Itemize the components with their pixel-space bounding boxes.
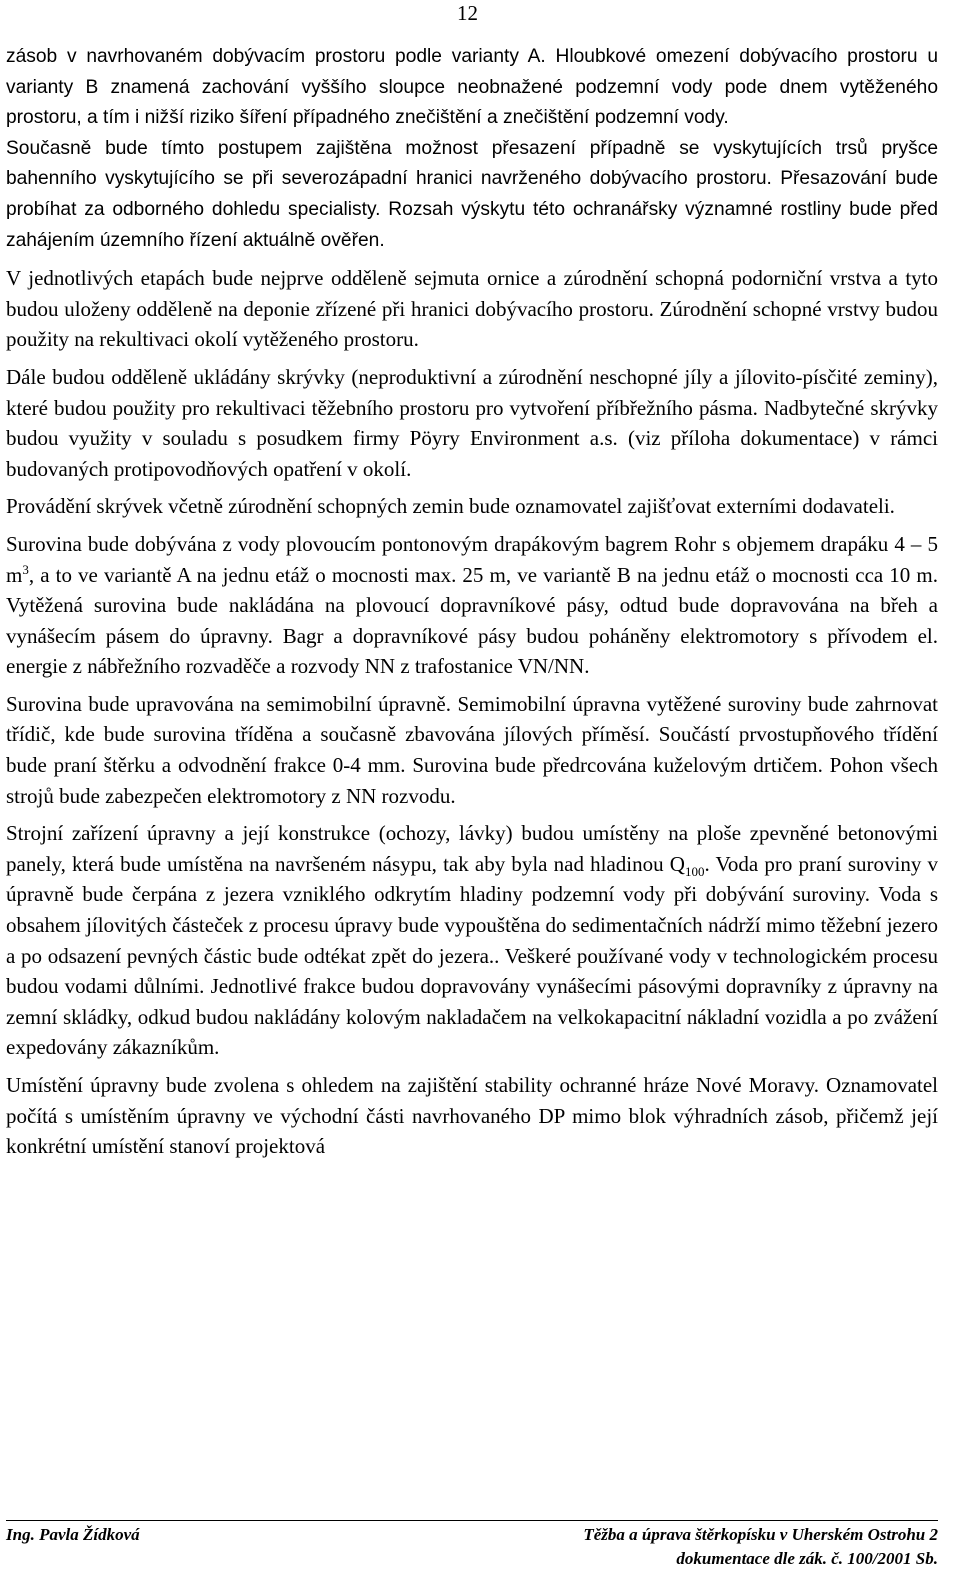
paragraph-6-part-b: , a to ve variantě A na jednu etáž o mocnosti max. 25 m, ve variantě B na jednu etáž o mocnosti cca 10 m. Vytěžená surovina bude nakládána na plovoucí dopravníkové pásy, odtud bude dopravována na břeh a vynášecím pásem do úpravny. Bagr a dopravníkové pásy budou poháněny elektromotory s přívodem el. energie z nábřežního rozvaděče a rozvody NN z trafostanice VN/NN. <box>6 562 938 679</box>
paragraph-6-part-a: Surovina bude dobývána z vody plovoucím pontonovým drapákovým bagrem Rohr s objemem drapáku 4 – 5 m <box>6 531 938 587</box>
paragraph-5: Provádění skrývek včetně zúrodnění schopných zemin bude oznamovatel zajišťovat externími dodavateli. <box>6 494 895 519</box>
footer-document-title <box>583 1523 938 1571</box>
paragraph-6 <box>6 529 938 682</box>
footer-author: Ing. Pavla Žídková <box>6 1525 140 1544</box>
cubic-superscript: 3 <box>22 561 29 577</box>
page-number: 12 <box>457 1 478 25</box>
paragraph-7: Surovina bude upravována na semimobilní úpravně. Semimobilní úpravna vytěžené suroviny bude zahrnovat třídič, kde bude surovina tříděna a současně zbavována jílových příměsí. Součástí prvostupňového třídění bude praní štěrku a odvodnění frakce 0-4 mm. Surovina bude předrcována kuželovým drtičem. Pohon všech strojů bude zabezpečen elektromotory z NN rozvodu. <box>6 691 938 808</box>
paragraph-8-part-b: . Voda pro praní suroviny v úpravně bude čerpána z jezera vzniklého odkrytím hladiny podzemní vody při dobývání suroviny. Voda s obsahem jílovitých částeček z procesu úpravy bude vypouštěna do sedimentačních nádrží mimo těžební jezero a po odsazení pevných částic bude odtékat zpět do jezera.. Veškeré používané vody v technologickém procesu budou vodami důlními. Jednotlivé frakce budou dopravovány vynášecími pásovými dopravníky z úpravny na zemní skládky, odkud budou nakládány kolovým nakladačem na velkokapacitní nákladní vozidla a po zvážení expedovány zákazníkům. <box>6 851 938 1060</box>
paragraph-9: Umístění úpravny bude zvolena s ohledem na zajištění stability ochranné hráze Nové Moravy. Oznamovatel počítá s umístěním úpravny ve východní části navrhovaného DP mimo blok výhradních zásob, přičemž její konkrétní umístění stanoví projektová <box>6 1073 938 1159</box>
footer-title-line-2: dokumentace dle zák. č. 100/2001 Sb. <box>676 1549 938 1568</box>
paragraph-4: Dále budou odděleně ukládány skrývky (neproduktivní a zúrodnění neschopné jíly a jílovito-písčité zeminy), které budou použity pro rekultivaci těžebního prostoru pro vytvoření příbřežního pásma. Nadbytečné skrývky budou využity v souladu s posudkem firmy Pöyry Environment a.s. (viz příloha dokumentace) v rámci budovaných protipovodňových opatření v okolí. <box>6 364 938 481</box>
footer-divider <box>6 1520 938 1521</box>
q100-subscript: 100 <box>684 864 705 880</box>
footer-title-line-1: Těžba a úprava štěrkopísku v Uherském Ostrohu 2 <box>583 1525 938 1544</box>
paragraph-1: zásob v navrhovaném dobývacím prostoru podle varianty A. Hloubkové omezení dobývacího prostoru u varianty B znamená zachování vyššího sloupce neobnažené podzemní vody pode dnem vytěženého prostoru, a tím i nižší riziko šíření případného znečištění a znečištění podzemní vody. <box>6 46 938 129</box>
paragraph-8-part-a: Strojní zařízení úpravny a její konstrukce (ochozy, lávky) budou umístěny na ploše zpevněné betonovými panely, která bude umístěna na navršeném násypu, tak aby byla nad hladinou Q <box>6 821 938 876</box>
paragraph-8 <box>6 818 938 1063</box>
paragraph-3: V jednotlivých etapách bude nejprve odděleně sejmuta ornice a zúrodnění schopná podorniční vrstva a tyto budou uloženy odděleně na deponie zřízené při hranici dobývacího prostoru. Zúrodnění schopné vrstvy budou použity na rekultivaci okolí vytěženého prostoru. <box>6 266 938 352</box>
body-text <box>6 42 938 1169</box>
paragraph-2: Současně bude tímto postupem zajištěna možnost přesazení případně se vyskytujících trsů pryšce bahenního vyskytujícího se při severozápadní hranici navrženého dobývacího prostoru. Přesazování bude probíhat za odborného dohledu specialisty. Rozsah výskytu této ochranářsky významné rostliny bude před zahájením územního řízení aktuálně ověřen. <box>6 137 938 251</box>
